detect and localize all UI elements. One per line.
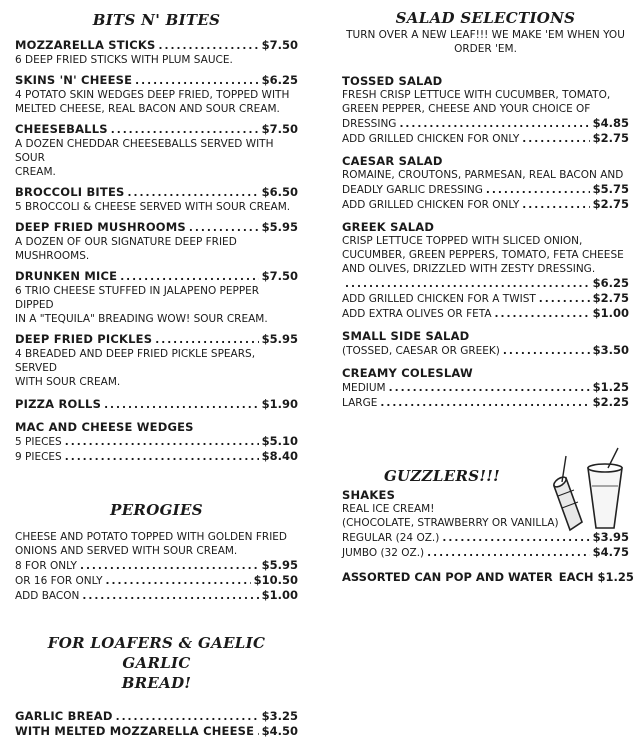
leader-dots <box>106 574 251 588</box>
leader-dots <box>111 123 259 137</box>
item-name: GARLIC BREAD <box>15 709 113 723</box>
item-price: EACH $1.25 <box>558 570 634 584</box>
option-label: ADD EXTRA OLIVES OR FETA <box>342 308 492 320</box>
leader-dots <box>522 132 589 146</box>
menu-item-deep-fried-pickles <box>15 332 298 389</box>
leader-dots <box>159 39 259 53</box>
item-description: ROMAINE, CROUTONS, PARMESAN, REAL BACON AND <box>342 169 624 181</box>
item-name: SHAKES <box>342 488 396 502</box>
price-option-row <box>342 395 629 410</box>
menu-item-garlic-bread <box>15 709 298 739</box>
option-label: LARGE <box>342 397 378 409</box>
item-price: $5.95 <box>261 332 298 346</box>
price-option-row <box>15 434 298 449</box>
leader-dots <box>427 546 589 560</box>
option-label: 9 PIECES <box>15 451 62 463</box>
leader-dots <box>539 292 590 306</box>
menu-item-pizza-rolls <box>15 397 298 412</box>
option-price: $10.50 <box>253 573 298 587</box>
option-price: $5.95 <box>261 558 298 572</box>
item-name: DEEP FRIED PICKLES <box>15 332 153 346</box>
item-name: SMALL SIDE SALAD <box>342 329 470 343</box>
leader-dots <box>189 221 259 235</box>
leader-dots <box>442 531 589 545</box>
menu-item-mac-and-cheese-wedges <box>15 420 298 464</box>
option-label: DEADLY GARLIC DRESSING <box>342 184 483 196</box>
option-label: ADD GRILLED CHICKEN FOR ONLY <box>342 199 520 211</box>
menu-item-caesar-salad <box>342 154 629 212</box>
leader-dots <box>380 396 589 410</box>
item-price: $6.50 <box>261 185 298 199</box>
option-price: $2.25 <box>592 395 629 409</box>
item-description: 4 BREADED AND DEEP FRIED PICKLE SPEARS, SERVED <box>15 348 256 374</box>
soda-can-icon <box>552 456 582 530</box>
item-name: CAESAR SALAD <box>342 154 443 168</box>
price-option-row <box>342 276 629 291</box>
leader-dots <box>495 307 590 321</box>
price-option-row <box>15 558 298 573</box>
item-description: CUCUMBER, GREEN PEPPERS, TOMATO, FETA CHEESE <box>342 249 624 261</box>
leader-dots <box>155 333 258 347</box>
section-title-line: FOR LOAFERS & GAELIC GARLIC <box>47 634 266 672</box>
price-option-row <box>342 530 629 545</box>
menu-item-cheeseballs <box>15 122 298 179</box>
item-description: WITH SOUR CREAM. <box>15 376 121 388</box>
item-name: MOZZARELLA STICKS <box>15 38 156 52</box>
item-description: CRISP LETTUCE TOPPED WITH SLICED ONION, <box>342 235 583 247</box>
item-description: FRESH CRISP LETTUCE WITH CUCUMBER, TOMATO, <box>342 89 611 101</box>
menu-item-creamy-coleslaw <box>342 366 629 410</box>
option-price: $4.85 <box>592 116 629 130</box>
item-price: $6.25 <box>261 73 298 87</box>
item-price: $3.25 <box>261 709 298 723</box>
option-label: MEDIUM <box>342 382 386 394</box>
item-description: (CHOCOLATE, STRAWBERRY OR VANILLA) <box>342 517 559 529</box>
drink-cup-icon <box>588 448 622 528</box>
item-description: 6 TRIO CHEESE STUFFED IN JALAPENO PEPPER DIPPED <box>15 285 260 311</box>
item-name: DRUNKEN MICE <box>15 269 118 283</box>
option-label: 8 FOR ONLY <box>15 560 77 572</box>
left-column <box>15 0 298 739</box>
item-description: AND OLIVES, DRIZZLED WITH ZESTY DRESSING. <box>342 263 596 275</box>
item-price: $7.50 <box>261 38 298 52</box>
drinks-illustration <box>548 446 628 532</box>
item-description: A DOZEN OF OUR SIGNATURE DEEP FRIED <box>15 236 237 248</box>
section-title-perogies: PEROGIES <box>110 501 203 519</box>
item-description: 4 POTATO SKIN WEDGES DEEP FRIED, TOPPED WITH <box>15 89 290 101</box>
item-name: PIZZA ROLLS <box>15 397 102 411</box>
item-price: $5.95 <box>261 220 298 234</box>
menu-item-skins-n-cheese <box>15 73 298 116</box>
item-description: IN A "TEQUILA" BREADING WOW! SOUR CREAM. <box>15 313 268 325</box>
item-price: $7.50 <box>261 122 298 136</box>
menu-item-tossed-salad <box>342 74 629 146</box>
section-intro: TURN OVER A NEW LEAF!!! WE MAKE 'EM WHEN YOU <box>346 29 625 41</box>
option-price: $1.00 <box>261 588 298 602</box>
section-title-guzzlers: GUZZLERS!!! <box>383 467 501 485</box>
item-name: CHEESEBALLS <box>15 122 108 136</box>
leader-dots <box>116 710 259 724</box>
leader-dots <box>65 450 259 464</box>
price-option-row <box>342 131 629 146</box>
leader-dots <box>257 725 258 739</box>
leader-dots <box>128 186 259 200</box>
menu-item-broccoli-bites <box>15 185 298 214</box>
section-title-bits: BITS N' BITES <box>92 11 221 29</box>
item-price: $4.50 <box>261 724 298 738</box>
option-price: $2.75 <box>592 291 629 305</box>
leader-dots <box>522 198 589 212</box>
item-name: SKINS 'N' CHEESE <box>15 73 133 87</box>
option-price: $6.25 <box>592 276 629 290</box>
item-name: WITH MELTED MOZZARELLA CHEESE <box>15 724 255 738</box>
option-label: 5 PIECES <box>15 436 62 448</box>
menu-item-greek-salad <box>342 220 629 321</box>
price-option-row <box>342 306 629 321</box>
price-option-row <box>342 545 629 560</box>
section-intro: ORDER 'EM. <box>454 43 517 55</box>
price-option-row <box>342 291 629 306</box>
leader-dots <box>399 117 589 131</box>
leader-dots <box>503 344 590 358</box>
price-option-row <box>342 182 629 197</box>
option-price: $5.10 <box>261 434 298 448</box>
leader-dots <box>135 74 258 88</box>
item-name: GREEK SALAD <box>342 220 435 234</box>
menu-item-mozzarella-sticks <box>15 38 298 67</box>
leader-dots <box>389 381 590 395</box>
price-option-row <box>342 116 629 131</box>
leader-dots <box>65 435 259 449</box>
item-name: ASSORTED CAN POP AND WATER <box>342 570 553 584</box>
option-label: REGULAR (24 OZ.) <box>342 532 440 544</box>
item-name: TOSSED SALAD <box>342 74 443 88</box>
price-option-row <box>342 343 629 358</box>
item-description: CREAM. <box>15 166 56 178</box>
leader-dots <box>486 183 590 197</box>
option-price: $2.75 <box>592 197 629 211</box>
menu-item-can-pop <box>342 570 634 585</box>
item-price: $7.50 <box>261 269 298 283</box>
option-price: $3.50 <box>592 343 629 357</box>
option-price: $5.75 <box>592 182 629 196</box>
item-description: MELTED CHEESE, REAL BACON AND SOUR CREAM. <box>15 103 280 115</box>
leader-dots <box>104 398 259 412</box>
option-label: ADD GRILLED CHICKEN FOR ONLY <box>342 133 520 145</box>
item-name: CREAMY COLESLAW <box>342 366 473 380</box>
price-option-row <box>15 449 298 464</box>
option-price: $8.40 <box>261 449 298 463</box>
item-description: REAL ICE CREAM! <box>342 503 435 515</box>
option-price: $4.75 <box>592 545 629 559</box>
item-description: A DOZEN CHEDDAR CHEESEBALLS SERVED WITH SOUR <box>15 138 274 164</box>
leader-dots <box>120 270 258 284</box>
option-label: (TOSSED, CAESAR OR GREEK) <box>342 345 500 357</box>
menu-item-deep-fried-mushrooms <box>15 220 298 263</box>
menu-item-perogies <box>15 530 298 603</box>
option-label: DRESSING <box>342 118 397 130</box>
item-name: DEEP FRIED MUSHROOMS <box>15 220 186 234</box>
option-price: $1.00 <box>592 306 629 320</box>
item-description: ONIONS AND SERVED WITH SOUR CREAM. <box>15 545 238 557</box>
leader-dots <box>82 589 258 603</box>
item-description: MUSHROOMS. <box>15 250 90 262</box>
item-description: CHEESE AND POTATO TOPPED WITH GOLDEN FRIED <box>15 531 288 543</box>
section-title-bread <box>15 633 298 693</box>
section-title-salads: SALAD SELECTIONS <box>395 9 576 27</box>
option-label: JUMBO (32 OZ.) <box>342 547 425 559</box>
option-price: $1.25 <box>592 380 629 394</box>
price-option-row <box>15 588 298 603</box>
item-price: $1.90 <box>261 397 298 411</box>
option-price: $2.75 <box>592 131 629 145</box>
option-price: $3.95 <box>592 530 629 544</box>
price-option-row <box>342 197 629 212</box>
price-option-row <box>15 573 298 588</box>
item-name: BROCCOLI BITES <box>15 185 125 199</box>
item-description: GREEN PEPPER, CHEESE AND YOUR CHOICE OF <box>342 103 591 115</box>
leader-dots <box>345 277 590 291</box>
option-label: OR 16 FOR ONLY <box>15 575 103 587</box>
option-label: ADD GRILLED CHICKEN FOR A TWIST <box>342 293 536 305</box>
item-description: 6 DEEP FRIED STICKS WITH PLUM SAUCE. <box>15 54 233 66</box>
section-title-line: BREAD! <box>121 674 192 692</box>
menu-item-drunken-mice <box>15 269 298 326</box>
leader-dots <box>80 559 259 573</box>
menu-item-small-side-salad <box>342 329 629 358</box>
price-option-row <box>342 380 629 395</box>
option-label: ADD BACON <box>15 590 80 602</box>
item-description: 5 BROCCOLI & CHEESE SERVED WITH SOUR CREAM. <box>15 201 291 213</box>
item-name: MAC AND CHEESE WEDGES <box>15 420 194 434</box>
